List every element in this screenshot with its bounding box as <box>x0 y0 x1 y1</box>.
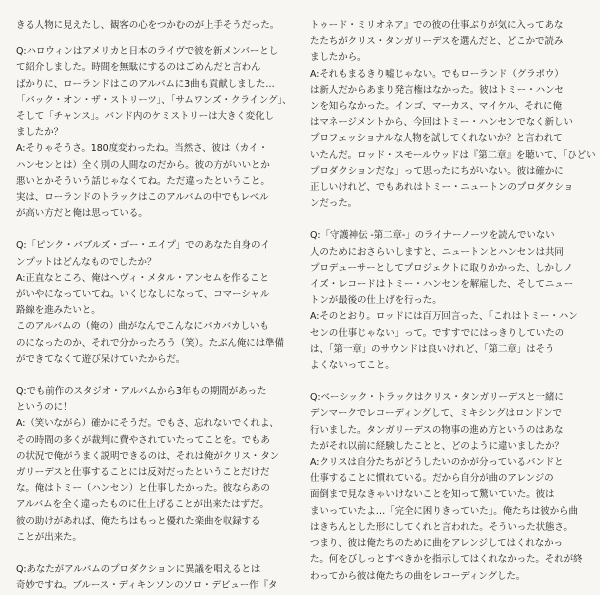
left-paragraph-9: Q:あなたがアルバムのプロダクションに異議を唱えるとは 奇妙ですね。ブルース・ディキンソンのソロ・デビュー作『タ <box>16 564 278 592</box>
left-paragraph-2: Q:ハロウィンはアメリカと日本のライヴで彼を新メンバーとし て紹介しました。時間を無駄にするのはごめんだと言わん ばかりに、ローランドはこのアルバムに3曲も貢献しました… 「バック・オン・ザ・ストリーツ」、「サムワンズ・クライング」、 そして「チャンス」。バンド内のケミストリーは大きく変化し ましたか？ <box>16 46 292 139</box>
right-column <box>310 18 596 585</box>
right-paragraph-1: トゥード・ミリオネア』での彼の仕事ぶりが気に入ってあな たたちがクリス・タンガリーデスを選んだと、どこかで読み ましたから。 <box>310 20 564 64</box>
left-column <box>16 18 292 595</box>
left-paragraph-5: A:正直なところ、俺はヘヴィ・メタル・アンセムを作ること がいやになっていてね。いくじなしになって、コマーシャル 路線を進みたいと。 <box>16 272 270 317</box>
right-paragraph-6: A:クリスは自分たちがどうしたいのかが分っているバンドと 仕事することに慣れている。だから自分が曲のアレンジの 面倒まで見なきゃいけないことを知って驚いていた。彼は まいっていたよ…「完全に困りきっていた」。俺たちは彼から曲 はきちんとした形にしてくれと言われた。そういった状態さ。 つまり、彼は俺たちのために曲をアレンジしてはくれなかっ た。何をびしっとすべきかを指示してはくれなかった。それが終 わってから彼は俺たちの曲をレコーディングした。 <box>310 457 583 582</box>
left-paragraph-3: A:そりゃそうさ。180度変わったね。当然さ、彼は（カイ・ ハンセンとは）全く別の人間なのだから。彼の方がいいとか 悪いとかそういう話じゃなくてね。ただ違ったということ。 実は、ローランドのトラックはこのアルバムの中でもレベル が高い方だと俺は思っている。 <box>16 143 270 220</box>
left-paragraph-7: Q:でも前作のスタジオ・アルバムから3年もの期間があった というのに！ <box>16 386 267 414</box>
left-paragraph-8: A:（笑いながら）確かにそうだ。でもさ、忘れないでくれよ、 その時間の多くが裁判に費やされていたってことを。でもあ の状況で俺がうまく説明できるのは、それは俺がクリス・タン ガリーデスと仕事することには反対だったということだけだ な。俺はトミー（ハンセン）と仕事したかった。彼ならあの アルバムを全く違ったものに仕上げることが出来たはずだ。 彼の助けがあれば、俺たちはもっと優れた楽曲を収録する ことが出来た。 <box>16 418 280 543</box>
left-paragraph-4: Q:「ピンク・バブルズ・ゴー・エイプ」でのあなた自身のイ ンプットはどんなものでしたか？ <box>16 240 270 268</box>
right-paragraph-4: A:そのとおり。ロッドには百万回言った、「これはトミー・ハン センの仕事じゃない」って。ですすでにはっきりしていたの は、「第一章」のサウンドは良いけれど、「第二章」はそう よくないってこと。 <box>310 311 578 372</box>
right-paragraph-5: Q:ベーシック・トラックはクリス・タンガリーデスと一緒に デンマークでレコーディングして、ミキシングはロンドンで 行いました。タンガリーデスの物事の進め方というのはあな たがそれ以前に経験したことと、どのように違いましたか？ <box>310 392 564 452</box>
left-paragraph-6: このアルバムの（俺の）曲がなんでこんなにバカバカしいも のになったのか、それで分かったろう（笑）。たぶん俺には準備 ができてなくて遊び呆けていたからだ。 <box>16 321 284 365</box>
left-paragraph-1: きる人物に見えたし、観客の心をつかむのが上手そうだった。 <box>16 20 280 31</box>
right-paragraph-2: A:それもまるきり嘘じゃない。でもローランド（グラポウ） は新人だからあまり発言権はなかった。彼はトミー・ハンセ ンを知らなかった。インゴ、マーカス、マイケル、それに俺 はマネージメントから、今回はトミー・ハンセンでなく新しい プロフェッショナルな人物を試してくれないか？と言われて いたんだ。ロッド・スモールウッドは『第二章』を聴いて、「ひどい プロダクションだな」って思ったにちがいない。彼は確かに 正しいけれど、でもあれはトミー・ニュートンのプロダクショ ンだった。 <box>310 68 596 210</box>
right-paragraph-3: Q:「守護神伝 -第二章-」のライナーノーツを読んでいない 人のためにおさらいしますと、ニュートンとハンセンは共同 プロデューサーとしてプロジェクトに取りかかった、しかしノ イズ・レコードはトミー・ハンセンを解雇した、そしてニュー トンが最後の仕上げを行った。 <box>310 230 574 307</box>
